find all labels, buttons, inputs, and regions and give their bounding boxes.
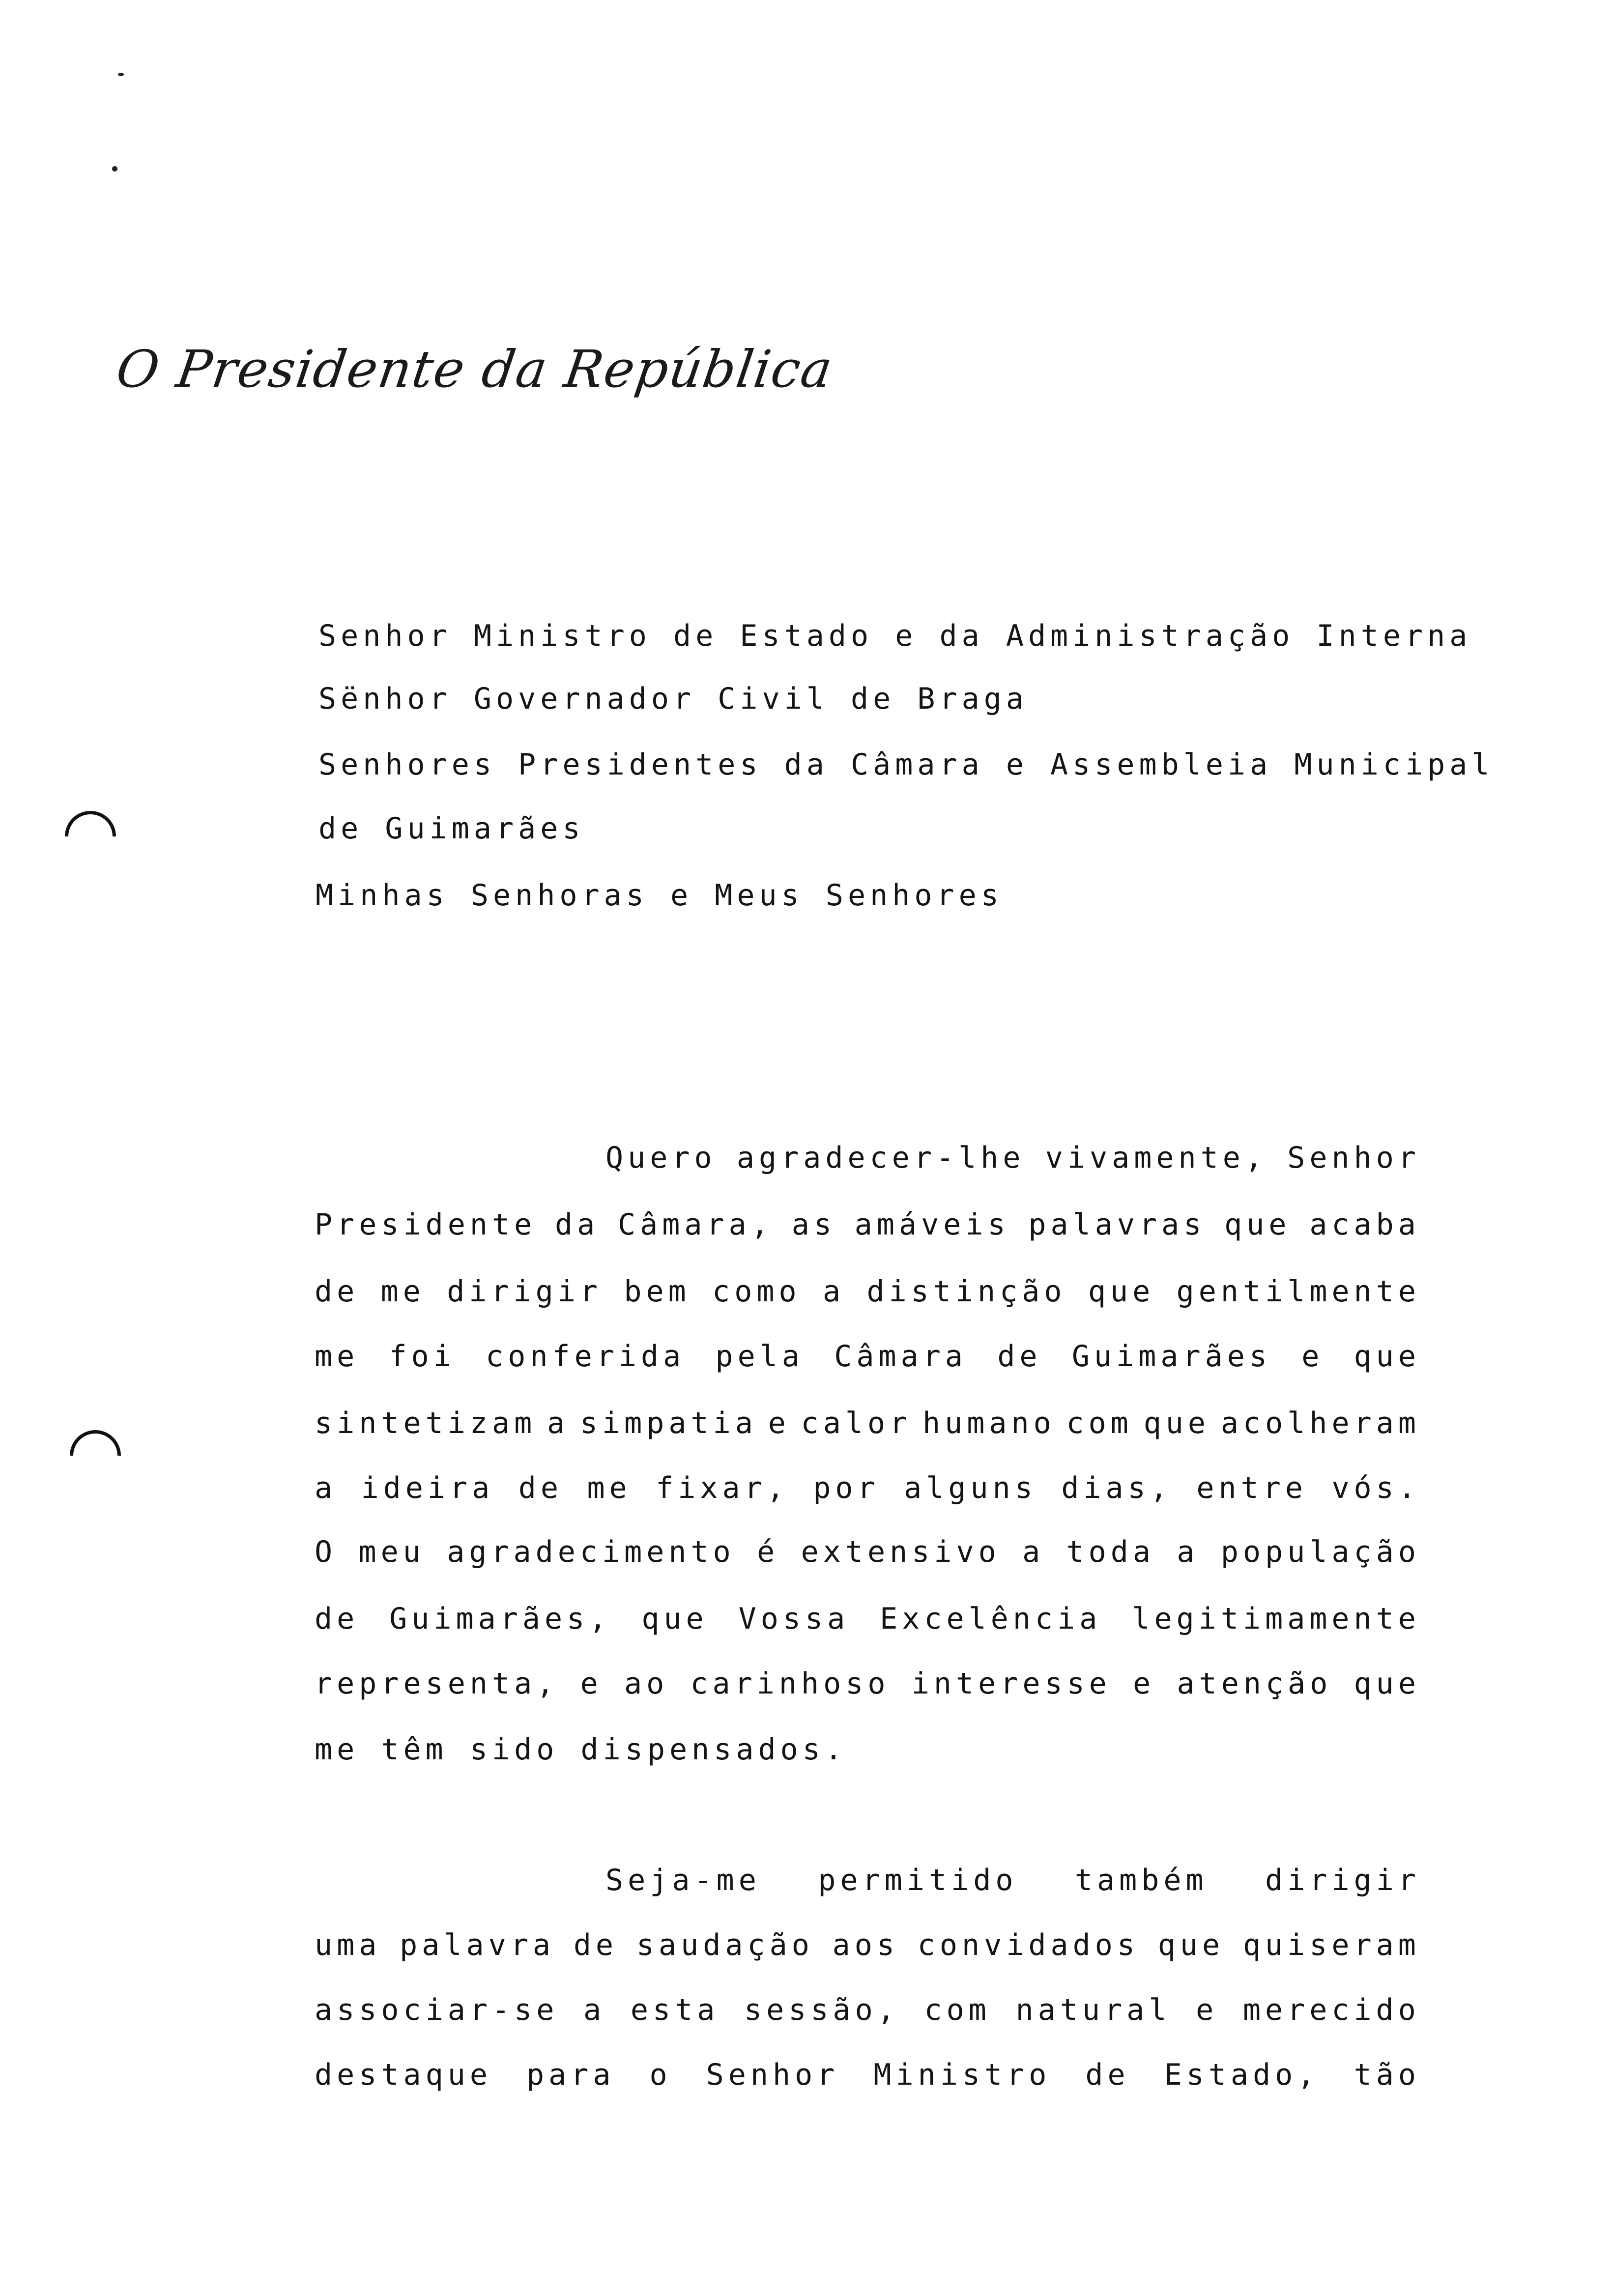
word: Excelência [880, 1602, 1102, 1636]
word: destaque [315, 2058, 492, 2092]
word: ideira [361, 1471, 494, 1505]
word: o [649, 2058, 672, 2092]
word: alguns [904, 1471, 1037, 1505]
word: representa, [315, 1666, 559, 1701]
word: de [315, 1274, 359, 1309]
word: foi [389, 1339, 456, 1374]
word: gentilmente [1176, 1274, 1420, 1309]
body-line [315, 1930, 1420, 1960]
word: palavra [400, 1928, 555, 1962]
word: pela [715, 1339, 805, 1374]
word: Ministro [873, 2058, 1051, 2092]
word: associar-se [315, 1993, 559, 2027]
word: e [1133, 1666, 1155, 1701]
word: que [1088, 1274, 1155, 1309]
scan-speck [118, 73, 124, 76]
word: tão [1353, 2058, 1420, 2092]
word: meu [358, 1535, 425, 1569]
word: da [555, 1207, 600, 1242]
word: acaba [1309, 1207, 1420, 1242]
body-line [605, 1143, 1420, 1173]
word: distinção [866, 1274, 1066, 1309]
letterhead-title: O Presidente da República [113, 339, 837, 399]
salutation-line: Senhores Presidentes da Câmara e Assembleia Municipal [318, 747, 1494, 782]
body-line [315, 1995, 1420, 2025]
word: que [1157, 1928, 1225, 1962]
word: me [315, 1339, 359, 1374]
word: e [768, 1406, 790, 1440]
word: Vossa [738, 1602, 850, 1636]
word: merecido [1242, 1993, 1420, 2027]
word: palavras [1028, 1207, 1206, 1242]
word: Quero [605, 1141, 717, 1175]
word: Guimarães, [389, 1602, 611, 1636]
word: que [1143, 1406, 1210, 1440]
body-line-last: me têm sido dispensados. [315, 1732, 847, 1767]
body-line [315, 1604, 1420, 1634]
word: que [1353, 1666, 1420, 1701]
word: toda [1066, 1535, 1155, 1569]
word: aos [832, 1928, 899, 1962]
word: é [757, 1535, 779, 1569]
word: agradecimento [447, 1535, 735, 1569]
word: as [791, 1207, 836, 1242]
word: que [641, 1602, 708, 1636]
word: uma [315, 1928, 381, 1962]
word: Presidente [315, 1207, 537, 1242]
word: de [997, 1339, 1042, 1374]
word: Câmara [834, 1339, 968, 1374]
word: a [547, 1406, 570, 1440]
word: e [580, 1666, 603, 1701]
word: a [1022, 1535, 1045, 1569]
word: natural [1015, 1993, 1171, 2027]
word: dirigir [447, 1274, 603, 1309]
body-line [315, 2060, 1420, 2090]
punch-hole-arc [59, 1419, 131, 1492]
word: Estado, [1164, 2058, 1320, 2092]
word: de [573, 1928, 618, 1962]
word: por [813, 1471, 880, 1505]
salutation-line: Minhas Senhoras e Meus Senhores [316, 878, 1003, 913]
word: a [822, 1274, 845, 1309]
word: simpatia [579, 1406, 757, 1440]
word: Seja-me [605, 1863, 761, 1897]
word: vós. [1331, 1471, 1420, 1505]
word: agradecer-lhe [736, 1141, 1025, 1175]
word: fixar, [656, 1471, 789, 1505]
word: de [315, 1602, 359, 1636]
word: acolheram [1220, 1406, 1420, 1440]
word: me [380, 1274, 425, 1309]
word: a [1177, 1535, 1199, 1569]
word: bem [624, 1274, 691, 1309]
word: convidados [917, 1928, 1139, 1962]
word: que [1224, 1207, 1291, 1242]
word: também [1074, 1863, 1208, 1897]
word: com [924, 1993, 991, 2027]
word: de [518, 1471, 563, 1505]
word: calor [801, 1406, 912, 1440]
word: interesse [911, 1666, 1111, 1701]
body-line [315, 1666, 1420, 1701]
word: O [315, 1535, 337, 1569]
word: atenção [1177, 1666, 1332, 1701]
scan-speck [112, 166, 117, 172]
word: Guimarães [1071, 1339, 1271, 1374]
word: amáveis [854, 1207, 1010, 1242]
word: dias, [1061, 1471, 1172, 1505]
body-line [315, 1339, 1420, 1374]
word: legitimamente [1132, 1602, 1420, 1636]
body-line [315, 1408, 1420, 1438]
word: a [315, 1471, 337, 1505]
word: esta [630, 1993, 720, 2027]
word: que [1353, 1339, 1420, 1374]
word: carinhoso [690, 1666, 890, 1701]
word: dirigir [1265, 1863, 1420, 1897]
word: para [526, 2058, 615, 2092]
word: e [1196, 1993, 1218, 2027]
word: e [1301, 1339, 1324, 1374]
word: sessão, [744, 1993, 899, 2027]
salutation-line: de Guimarães [318, 811, 585, 846]
body-line [315, 1537, 1420, 1567]
body-line [315, 1473, 1420, 1503]
word: Senhor [1287, 1141, 1420, 1175]
word: ao [624, 1666, 669, 1701]
body-line [315, 1274, 1420, 1309]
body-line [315, 1207, 1420, 1242]
word: me [587, 1471, 632, 1505]
word: população [1220, 1535, 1420, 1569]
body-line [605, 1863, 1420, 1897]
word: extensivo [801, 1535, 1001, 1569]
salutation-line: Sënhor Governador Civil de Braga [318, 682, 1028, 716]
word: quiseram [1242, 1928, 1420, 1962]
word: com [1066, 1406, 1133, 1440]
word: permitido [818, 1863, 1018, 1897]
word: vivamente, [1045, 1141, 1267, 1175]
word: saudação [636, 1928, 814, 1962]
word: humano [922, 1406, 1056, 1440]
word: a [583, 1993, 606, 2027]
word: sintetizam [315, 1406, 537, 1440]
word: de [1085, 2058, 1130, 2092]
salutation-line: Senhor Ministro de Estado e da Administração Interna [318, 619, 1472, 653]
word: como [712, 1274, 801, 1309]
punch-hole-arc [54, 800, 126, 872]
word: Câmara, [618, 1207, 773, 1242]
word: Senhor [706, 2058, 839, 2092]
word: entre [1196, 1471, 1307, 1505]
word: conferida [486, 1339, 686, 1374]
